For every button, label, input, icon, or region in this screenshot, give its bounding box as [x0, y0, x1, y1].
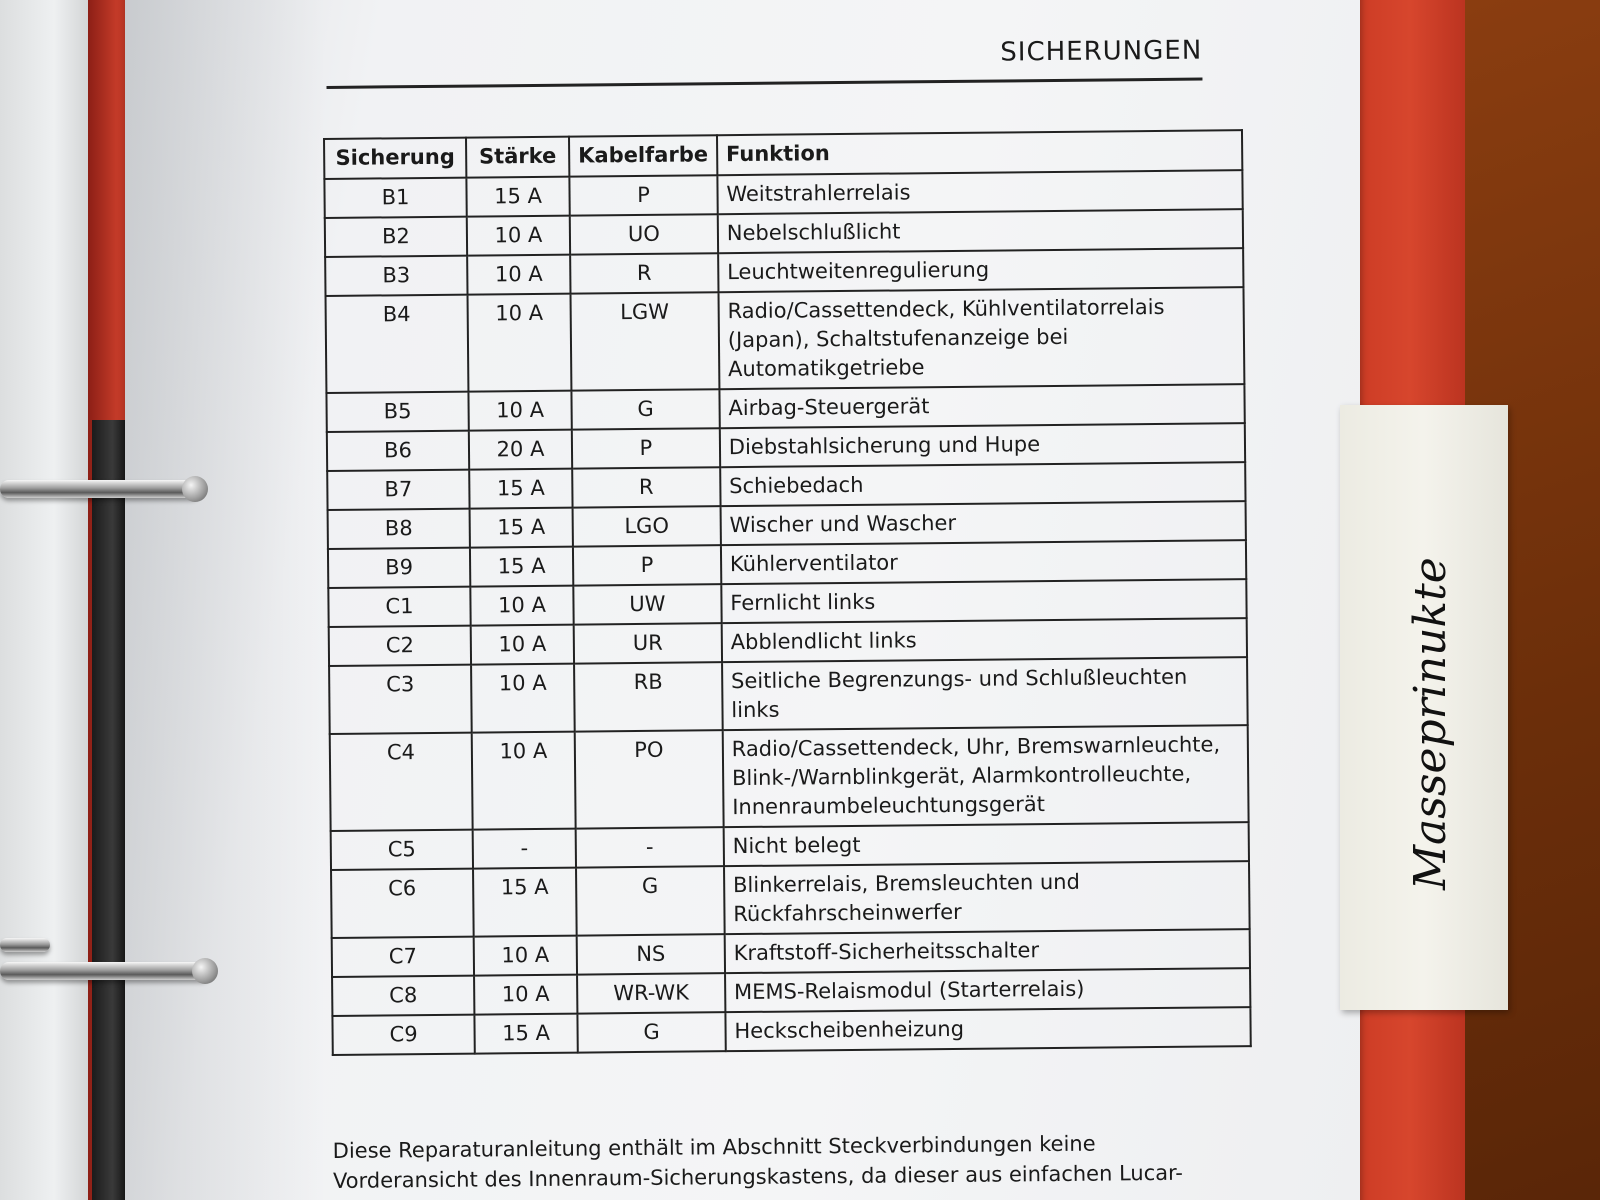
cell-rating: 10 A [470, 586, 573, 626]
cell-function: Blinkerrelais, Bremsleuchten und Rückfahrscheinwerfer [724, 861, 1250, 934]
cell-rating: 10 A [467, 216, 570, 256]
cell-function: Wischer und Wascher [720, 501, 1245, 545]
cell-cable-color: P [569, 175, 717, 215]
cell-function: Kraftstoff-Sicherheitsschalter [725, 929, 1250, 973]
cell-rating: 10 A [471, 625, 574, 665]
table-row [329, 657, 1248, 734]
cell-function: Abblendlicht links [722, 618, 1247, 662]
cell-cable-color: - [576, 827, 724, 867]
cell-function: Leuchtweitenregulierung [718, 248, 1243, 292]
cell-fuse: C4 [330, 733, 473, 831]
cell-function: Airbag-Steuergerät [719, 384, 1244, 428]
sticky-note-handwriting: Masseprinukte [1405, 557, 1456, 890]
binder-ring-top [0, 480, 200, 498]
footer-paragraph [333, 1127, 1254, 1196]
cell-function: Heckscheibenheizung [725, 1007, 1250, 1051]
title-rule [326, 78, 1202, 89]
binder-ring-top-end [182, 476, 208, 502]
header-function: Funktion [717, 130, 1243, 175]
cell-function: Kühlerventilator [721, 540, 1246, 584]
cell-rating: 10 A [468, 391, 571, 431]
cell-function: Radio/Cassettendeck, Kühlventilatorrelais (Japan), Schaltstufenanzeige bei Automatikgetriebe [718, 287, 1244, 389]
cell-cable-color: UO [570, 214, 718, 254]
cell-function: MEMS-Relaismodul (Starterrelais) [725, 968, 1250, 1012]
cell-cable-color: RB [574, 662, 723, 731]
cell-function: Fernlicht links [721, 579, 1246, 623]
binder-spine-shadow [92, 420, 126, 1200]
cell-cable-color: LGW [571, 292, 720, 390]
cell-cable-color: PO [575, 730, 724, 828]
cell-fuse: C2 [329, 626, 471, 666]
cell-fuse: C1 [328, 587, 470, 627]
cell-fuse: C6 [331, 869, 474, 938]
table-row [332, 1007, 1250, 1055]
cell-fuse: C9 [332, 1015, 474, 1055]
cell-fuse: B1 [324, 178, 466, 218]
cell-rating: 20 A [469, 430, 572, 470]
cell-fuse: C5 [331, 830, 473, 870]
cell-fuse: C8 [332, 976, 474, 1016]
cell-rating: 15 A [473, 868, 577, 937]
cell-function: Radio/Cassettendeck, Uhr, Bremswarnleuchte, Blink-/Warnblinkgerät, Alarmkontrolleuchte, Innenraumbeleuchtungsgerät [723, 725, 1249, 827]
cell-function: Seitliche Begrenzungs- und Schlußleuchten links [722, 657, 1248, 730]
cell-cable-color: R [570, 253, 718, 293]
cell-rating: 10 A [474, 975, 577, 1015]
cell-rating: - [473, 829, 576, 869]
section-title: SICHERUNGEN [1000, 35, 1203, 68]
fuse-table-body [324, 170, 1250, 1055]
header-cable-color: Kabelfarbe [569, 135, 717, 176]
cell-cable-color: LGO [573, 506, 721, 546]
cell-cable-color: G [576, 866, 725, 935]
cell-fuse: B7 [327, 470, 469, 510]
cell-rating: 15 A [470, 547, 573, 587]
cell-rating: 10 A [474, 936, 577, 976]
table-row [331, 861, 1250, 938]
cell-cable-color: P [572, 428, 720, 468]
cell-fuse: B9 [328, 548, 470, 588]
cell-function: Nicht belegt [723, 822, 1248, 866]
fuse-table [323, 129, 1252, 1056]
cell-cable-color: NS [577, 934, 725, 974]
cell-fuse: B4 [326, 295, 469, 393]
document-content [322, 25, 1273, 1200]
cell-cable-color: R [572, 467, 720, 507]
cell-function: Weitstrahlerrelais [717, 170, 1242, 214]
cell-fuse: B5 [326, 392, 468, 432]
cell-rating: 10 A [468, 294, 572, 392]
cell-cable-color: G [571, 389, 719, 429]
cell-fuse: B6 [327, 431, 469, 471]
footer-line-2: Vorderansicht des Innenraum-Sicherungskastens, da dieser aus einfachen Lucar- [332, 1160, 1184, 1193]
table-row [326, 287, 1245, 393]
cell-cable-color: G [577, 1012, 725, 1052]
cell-cable-color: WR-WK [577, 973, 725, 1013]
cell-rating: 10 A [467, 255, 570, 295]
cell-cable-color: UW [573, 584, 721, 624]
cell-fuse: B8 [328, 509, 470, 549]
binder-ring-bottom [0, 962, 210, 980]
cell-rating: 10 A [471, 664, 575, 733]
cell-function: Diebstahlsicherung und Hupe [720, 423, 1245, 467]
cell-cable-color: UR [574, 623, 722, 663]
binder-left-page [0, 0, 90, 1200]
cell-fuse: C3 [329, 665, 472, 734]
header-rating: Stärke [466, 137, 569, 178]
cell-rating: 15 A [466, 177, 569, 217]
cell-fuse: B3 [325, 256, 467, 296]
cell-cable-color: P [573, 545, 721, 585]
cell-rating: 10 A [472, 732, 576, 830]
header-fuse: Sicherung [324, 138, 466, 179]
footer-line-1: Diese Reparaturanleitung enthält im Abschnitt Steckverbindungen keine [332, 1131, 1096, 1163]
binder-ring-bottom-end [192, 958, 218, 984]
cell-fuse: B2 [325, 217, 467, 257]
cell-function: Schiebedach [720, 462, 1245, 506]
binder-ring-bottom-rear [0, 938, 50, 952]
page-curve-shadow [125, 0, 325, 1200]
table-row [330, 725, 1249, 831]
cell-rating: 15 A [470, 508, 573, 548]
cell-function: Nebelschlußlicht [718, 209, 1243, 253]
cell-rating: 15 A [469, 469, 572, 509]
cell-rating: 15 A [474, 1014, 577, 1054]
cell-fuse: C7 [332, 937, 474, 977]
